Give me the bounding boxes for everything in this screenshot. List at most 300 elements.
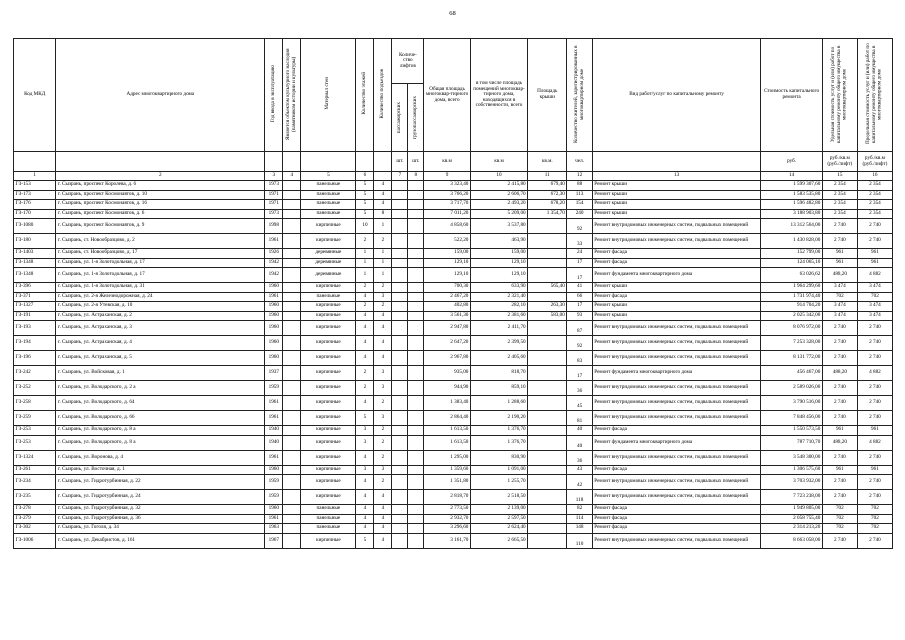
cell-l1	[392, 514, 408, 524]
cell-adres: г. Сызрань, ул. Гидротурбинная, д. 32	[56, 505, 265, 515]
cell-et: 5	[356, 190, 374, 200]
cell-l2	[408, 181, 424, 191]
cell-et: 4	[356, 336, 374, 351]
cell-vtom: 2 399,50	[470, 336, 527, 351]
cell-et: 4	[356, 321, 374, 336]
cell-vid: Ремонт внутридомовых инженерных систем, подвальных помещений	[592, 321, 761, 336]
cell-adres: г. Сызрань, ул. Володарского, д. 66	[56, 411, 265, 426]
cell-obsh: 159,00	[424, 249, 471, 259]
cell-pod: 2	[374, 450, 392, 465]
cell-obj	[283, 302, 301, 312]
cell-obsh: 3 717,70	[424, 200, 471, 210]
cell-vtom: 282,10	[470, 302, 527, 312]
cell-kod: ГЗ-1324	[14, 450, 56, 465]
cell-kr	[528, 435, 567, 450]
cell-pod: 2	[374, 396, 392, 411]
cell-mat: кирпичные	[301, 490, 356, 505]
cell-vtom: 463,90	[470, 234, 527, 249]
cell-l2	[408, 490, 424, 505]
cell-vtom: 2 606,70	[470, 190, 527, 200]
cell-vtom: 818,70	[470, 366, 527, 381]
cell-pod: 2	[374, 426, 392, 436]
cell-kod: ГЗ-1080	[14, 219, 56, 234]
cell-st: 7 723 238,00	[761, 490, 822, 505]
cell-l1	[392, 268, 408, 283]
cell-vid: Ремонт внутридомовых инженерных систем, подвальных помещений	[592, 219, 761, 234]
cell-pr: 702	[857, 292, 892, 302]
cell-st: 1 599 307,60	[761, 181, 822, 191]
table-row	[14, 450, 893, 465]
cell-ud: 2 354	[822, 190, 857, 200]
cell-et: 4	[356, 292, 374, 302]
cell-vtom: 2 411,70	[470, 321, 527, 336]
cell-l1	[392, 450, 408, 465]
cell-st: 3 790 516,00	[761, 396, 822, 411]
cell-vtom: 633,90	[470, 283, 527, 293]
table-row	[14, 321, 893, 336]
cell-kr: 263,30	[528, 302, 567, 312]
column-number-blank	[374, 172, 392, 181]
table-row	[14, 200, 893, 210]
column-number: 2	[56, 172, 265, 181]
column-number: 1	[14, 172, 56, 181]
cell-l1	[392, 283, 408, 293]
cell-l1	[392, 336, 408, 351]
table-row	[14, 234, 893, 249]
cell-vtom: 830,90	[470, 450, 527, 465]
cell-pod: 4	[374, 351, 392, 366]
cell-pr: 702	[857, 524, 892, 534]
cell-vid: Ремонт крыши	[592, 302, 761, 312]
unit-pred: руб./кв.м (руб./лифт)	[857, 152, 892, 172]
cell-pr: 2 354	[857, 200, 892, 210]
cell-vid: Ремонт крыши	[592, 209, 761, 219]
cell-l2	[408, 249, 424, 259]
cell-ud: 488,20	[822, 366, 857, 381]
cell-obj	[283, 321, 301, 336]
cell-kod: ГЗ-242	[14, 366, 56, 381]
cell-pr: 2 740	[857, 475, 892, 490]
table-row	[14, 465, 893, 475]
table-row	[14, 268, 893, 283]
cell-et: 2	[356, 366, 374, 381]
cell-et: 4	[356, 475, 374, 490]
cell-mat: кирпичные	[301, 219, 356, 234]
cell-zh: 40	[567, 426, 592, 436]
table-row	[14, 283, 893, 293]
cell-kod: ГЗ-302	[14, 524, 56, 534]
cell-et: 5	[356, 411, 374, 426]
cell-pod: 4	[374, 200, 392, 210]
cell-ud: 3 474	[822, 311, 857, 321]
cell-god: 1959	[265, 475, 283, 490]
cell-adres: г. Сызрань, ул. Гидротурбинная, д. 24	[56, 490, 265, 505]
cell-kr: 672,30	[528, 190, 567, 200]
cell-l2	[408, 411, 424, 426]
cell-pod: 3	[374, 465, 392, 475]
cell-zh: 114	[567, 514, 592, 524]
cell-mat: кирпичные	[301, 381, 356, 396]
unit-cost: руб.	[761, 152, 822, 172]
cell-l2	[408, 321, 424, 336]
cell-ud: 2 740	[822, 475, 857, 490]
cell-zh: 40	[567, 435, 592, 450]
cell-st: 1 306 575,60	[761, 465, 822, 475]
cell-adres: г. Сызрань, ул. Восточная, д. 1	[56, 465, 265, 475]
cell-pod: 2	[374, 283, 392, 293]
cell-st: 1 583 535,80	[761, 190, 822, 200]
cell-zh: 92	[567, 219, 592, 234]
cell-pr: 961	[857, 426, 892, 436]
cell-god: 1961	[265, 234, 283, 249]
cell-zh: 33	[567, 234, 592, 249]
cell-zh: 24	[567, 249, 592, 259]
cell-obj	[283, 524, 301, 534]
cell-vtom: 2 405,60	[470, 351, 527, 366]
cell-st: 1 596 482,80	[761, 200, 822, 210]
cell-obsh: 2 773,50	[424, 505, 471, 515]
cell-pr: 4 882	[857, 366, 892, 381]
cell-pr: 961	[857, 258, 892, 268]
cell-et: 3	[356, 465, 374, 475]
cell-kod: ГЗ-259	[14, 411, 56, 426]
cell-vid: Ремонт фасада	[592, 505, 761, 515]
cell-l2	[408, 209, 424, 219]
cell-ud: 961	[822, 465, 857, 475]
cell-vtom: 1 255,70	[470, 475, 527, 490]
cell-kr	[528, 426, 567, 436]
cell-et: 4	[356, 514, 374, 524]
cell-pod: 4	[374, 514, 392, 524]
cell-adres: г. Сызрань, ул. Гоголя, д. 34	[56, 524, 265, 534]
column-number: 8	[408, 172, 424, 181]
cell-l2	[408, 234, 424, 249]
cell-obj	[283, 351, 301, 366]
cell-adres: г. Сызрань, проспект Космонавтов, д. 10	[56, 190, 265, 200]
cell-l1	[392, 435, 408, 450]
cell-kod: ГЗ-258	[14, 396, 56, 411]
cell-kr	[528, 450, 567, 465]
cell-obj	[283, 311, 301, 321]
cell-vid: Ремонт крыши	[592, 283, 761, 293]
cell-pod: 1	[374, 268, 392, 283]
cell-god: 1960	[265, 336, 283, 351]
cell-vtom: 2 493,20	[470, 200, 527, 210]
cell-god: 1960	[265, 321, 283, 336]
cell-l2	[408, 302, 424, 312]
cell-kr	[528, 292, 567, 302]
column-number: 12	[567, 172, 592, 181]
cell-god: 1937	[265, 366, 283, 381]
cell-god: 1998	[265, 219, 283, 234]
cell-pr: 2 354	[857, 190, 892, 200]
table-row	[14, 366, 893, 381]
cell-l2	[408, 190, 424, 200]
table-row	[14, 302, 893, 312]
table-row	[14, 426, 893, 436]
cell-et: 3	[356, 435, 374, 450]
table-row	[14, 219, 893, 234]
cell-mat: кирпичные	[301, 396, 356, 411]
cell-pod: 2	[374, 475, 392, 490]
cell-god: 1942	[265, 258, 283, 268]
cell-god: 1960	[265, 465, 283, 475]
cell-pod: 4	[374, 311, 392, 321]
cell-vtom: 129,10	[470, 258, 527, 268]
table-row	[14, 190, 893, 200]
column-number: 11	[528, 172, 567, 181]
cell-st: 13 312 564,00	[761, 219, 822, 234]
cell-et: 4	[356, 450, 374, 465]
cell-l1	[392, 321, 408, 336]
cell-zh: 81	[567, 411, 592, 426]
cell-adres: г. Сызрань, ул. 2-я Утевская, д. 10	[56, 302, 265, 312]
cell-l2	[408, 292, 424, 302]
cell-adres: г. Сызрань, проспект Космонавтов, д. 9	[56, 219, 265, 234]
cell-kod: ГЗ-1327	[14, 302, 56, 312]
cell-god: 1960	[265, 505, 283, 515]
cell-obj	[283, 475, 301, 490]
cell-kr	[528, 258, 567, 268]
cell-et: 4	[356, 490, 374, 505]
cell-kod: ГЗ-176	[14, 200, 56, 210]
cell-l2	[408, 465, 424, 475]
cell-vid: Ремонт внутридомовых инженерных систем, подвальных помещений	[592, 411, 761, 426]
cell-vtom: 1 376,70	[470, 435, 527, 450]
cell-zh: 66	[567, 292, 592, 302]
cell-obsh: 1 383,40	[424, 396, 471, 411]
cell-kod: ГЗ-173	[14, 190, 56, 200]
table-row	[14, 249, 893, 259]
cell-kod: ГЗ-193	[14, 321, 56, 336]
cell-pr: 2 740	[857, 533, 892, 548]
cell-vid: Ремонт крыши	[592, 190, 761, 200]
cell-vid: Ремонт внутридомовых инженерных систем, подвальных помещений	[592, 234, 761, 249]
cell-pr: 2 740	[857, 450, 892, 465]
cell-vtom: 2 381,60	[470, 311, 527, 321]
cell-st: 787 710,70	[761, 435, 822, 450]
cell-st: 2 589 026,00	[761, 381, 822, 396]
cell-obj	[283, 181, 301, 191]
cell-kr: 565,40	[528, 283, 567, 293]
cell-god: 1961	[265, 411, 283, 426]
cell-l2	[408, 268, 424, 283]
cell-kr	[528, 514, 567, 524]
header-pred: Предельная стоимость услуг и (или) работ по капитальному ремонту общего имущества в многоквартирном доме	[857, 39, 892, 152]
cell-obsh: 129,10	[424, 258, 471, 268]
table-row	[14, 209, 893, 219]
cell-vid: Ремонт внутридомовых инженерных систем, подвальных помещений	[592, 336, 761, 351]
cell-st: 152 799,00	[761, 249, 822, 259]
cell-l1	[392, 302, 408, 312]
cell-mat: панельные	[301, 181, 356, 191]
cell-obsh: 700,30	[424, 283, 471, 293]
cell-ud: 2 740	[822, 321, 857, 336]
cell-obsh: 2 864,40	[424, 411, 471, 426]
cell-vtom: 2 321,40	[470, 292, 527, 302]
cell-kr	[528, 381, 567, 396]
table-row	[14, 514, 893, 524]
cell-vid: Ремонт фасада	[592, 514, 761, 524]
cell-adres: г. Сызрань, ст. Новообразцово, д. 17	[56, 249, 265, 259]
cell-l2	[408, 336, 424, 351]
cell-obsh: 3 161,70	[424, 533, 471, 548]
cell-l1	[392, 366, 408, 381]
cell-mat: панельные	[301, 524, 356, 534]
header-lifts: Количе-ство лифтов пассажирских грузопассажирских	[392, 39, 424, 152]
cell-ud: 2 740	[822, 450, 857, 465]
cell-kr	[528, 411, 567, 426]
cell-vtom: 859,10	[470, 381, 527, 396]
cell-kr	[528, 321, 567, 336]
cell-mat: панельные	[301, 209, 356, 219]
cell-zh: 83	[567, 351, 592, 366]
cell-god: 1942	[265, 268, 283, 283]
cell-st: 1 949 805,00	[761, 505, 822, 515]
cell-kod: ГЗ-234	[14, 475, 56, 490]
cell-vid: Ремонт крыши	[592, 181, 761, 191]
cell-vtom: 2 597,50	[470, 514, 527, 524]
cell-mat: кирпичные	[301, 465, 356, 475]
cell-st: 8 131 772,00	[761, 351, 822, 366]
header-ud: Удельная стоимость услуг и (или) работ по капитальному ремонту общего имущества в многоквартирном доме	[822, 39, 857, 152]
cell-vid: Ремонт внутридомовых инженерных систем, подвальных помещений	[592, 381, 761, 396]
cell-pod: 3	[374, 411, 392, 426]
cell-pr: 2 354	[857, 181, 892, 191]
cell-adres: г. Сызрань, ул. Войсковая, д. 1	[56, 366, 265, 381]
cell-kr	[528, 490, 567, 505]
cell-obj	[283, 411, 301, 426]
table-row	[14, 533, 893, 548]
cell-l1	[392, 411, 408, 426]
cell-obsh: 1 613,50	[424, 435, 471, 450]
cell-kod: ГЗ-279	[14, 514, 56, 524]
cell-st: 1 550 573,50	[761, 426, 822, 436]
cell-god: 1959	[265, 490, 283, 505]
cell-l1	[392, 381, 408, 396]
table-row	[14, 475, 893, 490]
cell-mat: деревянные	[301, 268, 356, 283]
cell-mat: кирпичные	[301, 450, 356, 465]
cell-obj	[283, 209, 301, 219]
cell-l2	[408, 381, 424, 396]
cell-et: 10	[356, 219, 374, 234]
cell-pod: 2	[374, 302, 392, 312]
cell-ud: 2 740	[822, 336, 857, 351]
cell-adres: г. Сызрань, ул. Воронова, д. 4	[56, 450, 265, 465]
cell-l2	[408, 200, 424, 210]
cell-st: 1 430 828,00	[761, 234, 822, 249]
cell-adres: г. Сызрань, ул. Володарского, д. 8 а	[56, 426, 265, 436]
cell-vid: Ремонт фасада	[592, 249, 761, 259]
column-number: 15	[822, 172, 857, 181]
cell-kr	[528, 524, 567, 534]
cell-god: 1967	[265, 533, 283, 548]
cell-st: 8 076 972,00	[761, 321, 822, 336]
cell-et: 5	[356, 533, 374, 548]
header-kod: Код МКД	[14, 39, 56, 152]
cell-ud: 702	[822, 292, 857, 302]
header-obj: Является объектом культурного наследия (памятником истории и культуры)	[283, 39, 301, 152]
cell-zh: 92	[567, 336, 592, 351]
cell-vid: Ремонт крыши	[592, 200, 761, 210]
cell-vtom: 3 537,80	[470, 219, 527, 234]
cell-kr	[528, 505, 567, 515]
cell-god: 1963	[265, 524, 283, 534]
cell-kr	[528, 234, 567, 249]
cell-adres: г. Сызрань, ул. Гидротурбинная, д. 36	[56, 514, 265, 524]
cell-pr: 2 740	[857, 411, 892, 426]
cell-l2	[408, 533, 424, 548]
cell-adres: г. Сызрань, ул. Володарского, д. 2 а	[56, 381, 265, 396]
cell-pod: 4	[374, 490, 392, 505]
cell-kr: 1 354,70	[528, 209, 567, 219]
table-row	[14, 396, 893, 411]
cell-mat: деревянные	[301, 258, 356, 268]
cell-ud: 3 474	[822, 302, 857, 312]
cell-ud: 2 740	[822, 533, 857, 548]
header-etazhi: Количество этажей	[356, 39, 374, 152]
cell-l2	[408, 435, 424, 450]
cell-et: 2	[356, 234, 374, 249]
cell-kod: ГЗ-170	[14, 209, 56, 219]
cell-obsh: 1 613,50	[424, 426, 471, 436]
cell-mat: кирпичные	[301, 283, 356, 293]
cell-ud: 2 354	[822, 181, 857, 191]
table-row	[14, 258, 893, 268]
cell-l1	[392, 292, 408, 302]
cell-adres: г. Сызрань, проспект Космонавтов, д. 16	[56, 200, 265, 210]
cell-vtom: 5 209,00	[470, 209, 527, 219]
cell-kod: ГЗ-196	[14, 351, 56, 366]
header-god: Год ввода в эксплуатацию	[265, 39, 283, 152]
cell-pod: 3	[374, 381, 392, 396]
cell-kod: ГЗ-191	[14, 311, 56, 321]
cell-obsh: 2 818,70	[424, 490, 471, 505]
cell-kod: ГЗ-1348	[14, 268, 56, 283]
cell-l2	[408, 450, 424, 465]
table-row	[14, 351, 893, 366]
cell-obsh: 3 561,30	[424, 311, 471, 321]
cell-god: 1960	[265, 283, 283, 293]
page-number: 68	[449, 10, 456, 17]
cell-st: 7 848 456,00	[761, 411, 822, 426]
cell-obj	[283, 366, 301, 381]
column-number: 14	[761, 172, 822, 181]
table-row	[14, 524, 893, 534]
cell-l2	[408, 366, 424, 381]
cell-et: 4	[356, 396, 374, 411]
cell-l2	[408, 258, 424, 268]
cell-obj	[283, 381, 301, 396]
cell-pr: 2 740	[857, 351, 892, 366]
cell-st: 63 026,62	[761, 268, 822, 283]
cell-zh: 88	[567, 181, 592, 191]
cell-mat: кирпичные	[301, 475, 356, 490]
cell-l2	[408, 283, 424, 293]
cell-obsh: 1 295,00	[424, 450, 471, 465]
cell-kr: 678,20	[528, 200, 567, 210]
cell-obj	[283, 465, 301, 475]
cell-l2	[408, 475, 424, 490]
cell-pr: 702	[857, 505, 892, 515]
cell-adres: г. Сызрань, ул. 1-я Золотодольная, д. 31	[56, 283, 265, 293]
header-zhiteli: Количество жителей, зарегистрированных в многоквартирном доме	[567, 39, 592, 152]
cell-vid: Ремонт внутридомовых инженерных систем, подвальных помещений	[592, 351, 761, 366]
cell-obsh: 1 351,80	[424, 475, 471, 490]
cell-pod: 2	[374, 435, 392, 450]
cell-vid: Ремонт внутридомовых инженерных систем, подвальных помещений	[592, 475, 761, 490]
